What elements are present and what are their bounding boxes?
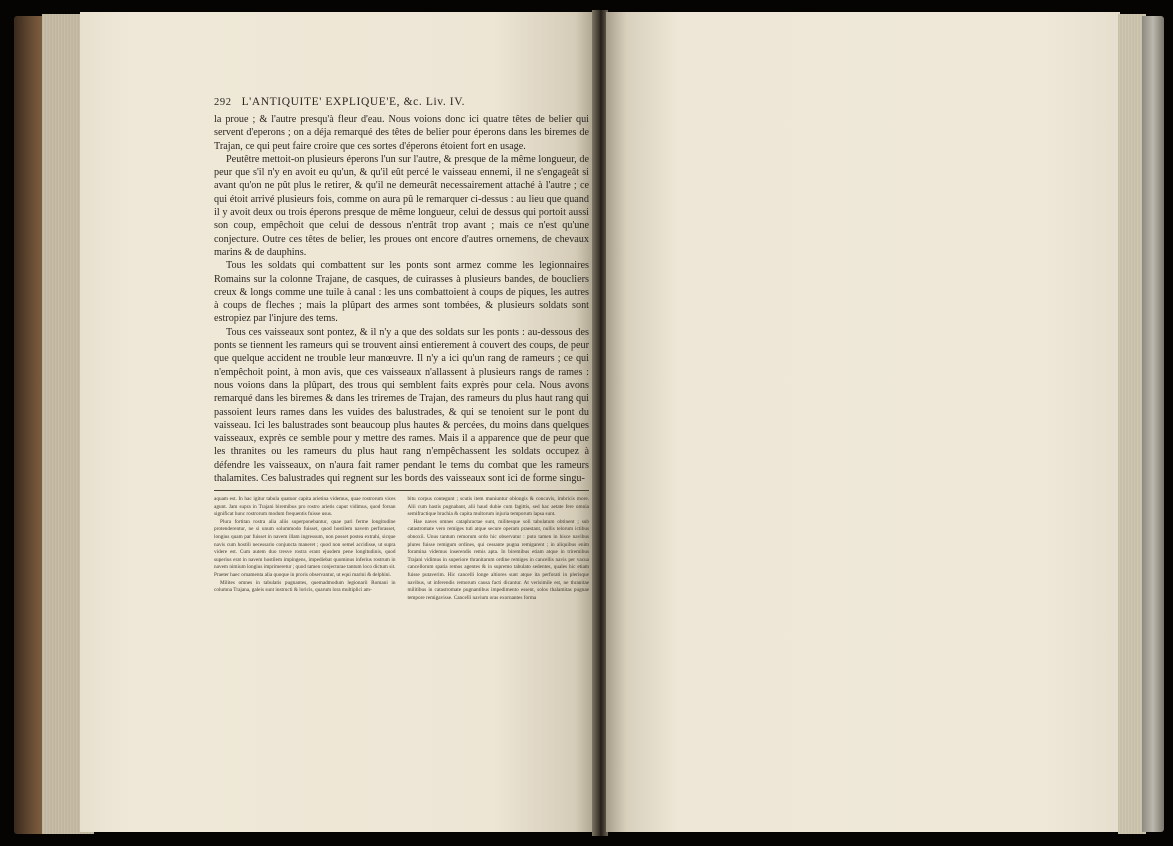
note-paragraph: Plura fortitan rostra alia aliis superponebantur, quae pari ferme longitudine protenderentur, ne si unum solummodo fuisset, quod hostilem navem perforasset, longius quam par fuisset in navem illam ingressum, non posset postea extrahi, sicque navis cum hostili necessario conjuncta maneret ; quod non semel accidisse, ut supra videre est. Cum autem duo tresve rostra erant ejusdem pene longitudinis, quod superius erat in navem hostilem impingens, impediebat quominus inferius rostrum in navem nimium longius imprimeretur ; quod tamen conjecturae tantum loco dictum sit. Praeter haec ornamenta alia quoque in proris observantur, ut equi marini & delphini. — [214, 518, 396, 578]
right-cover — [1142, 16, 1164, 832]
notes-column-right — [408, 496, 590, 602]
note-paragraph: bitu corpus contegunt ; scutis item muniuntur oblongis & concavis, imbricis more. Alii cum hastis pugnabant, alii haud dubie cum fagittis, sed hac aetate fere omnia semifractique brachia & capita multorum injuria temporum lapsa sunt. — [407, 496, 589, 518]
right-page-blank — [606, 12, 1120, 832]
left-page — [80, 12, 596, 832]
open-book — [14, 10, 1164, 836]
running-title: L'ANTIQUITE' EXPLIQUE'E, &c. Liv. IV. — [241, 96, 466, 108]
latin-notes — [214, 496, 589, 602]
notes-column-left — [214, 496, 396, 602]
french-main-text — [214, 113, 589, 485]
running-head — [214, 96, 589, 112]
paragraph: Tous les soldats qui combattent sur les ponts sont armez comme les legionnaires Romains sur la colonne Trajane, de casques, de cuirasses à plusieurs bandes, de boucliers creux & longs comme une tuile à canal : les uns combattoient à coups de piques, les autres à coups de fleches ; mais la plûpart des armes sont tombées, & plusieurs soldats sont estropiez par l'injure des tems. — [214, 260, 589, 325]
note-paragraph: aquam est. In hac igitur tabula quatuor capita arietina videmus, quae rostrorum vices agunt. Jam supra in Trajani biremibus pro rostro arietis caput vidimus, quod forsan significat hunc rostrorum modum frequentis fuisse usus. — [214, 496, 396, 518]
note-paragraph: Milites omnes in tabulatis pugnantes, quemadmodum legionarii Romani in columna Trajana, galeis sunt instructi & loricis, quarum lora multiplici am- — [214, 579, 396, 594]
main-text-block — [214, 96, 589, 485]
paragraph: Peutêtre mettoit-on plusieurs éperons l'un sur l'autre, & presque de la même longueur, de peur que s'il n'y en avoit eu qu'un, & qu'il eût percé le vaisseau ennemi, il ne s'engageât si avant qu'on ne pût plus le retirer, & qu'il ne demeurât necessairement attaché à l'autre ; ce qui étoit arrivé plusieurs fois, comme on aura pû le remarquer ci-dessus : au lieu que quand il y avoit deux ou trois éperons presque de même longueur, celui de dessus qui portoit aussi son coup, empêchoit que celui de dessous n'entrât trop avant ; mais ce n'est qu'une conjecture. Outre ces têtes de belier, les proues ont encore d'autres ornemens, de chevaux marins & de dauphins. — [214, 153, 589, 258]
paragraph: Tous ces vaisseaux sont pontez, & il n'y a que des soldats sur les ponts : au-dessous des ponts se tiennent les rameurs qui se trouvent ainsi entierement à couvert des coups, de peur que quelque accident ne trouble leur manœuvre. Il n'y a ici qu'un rang de rameurs ; ce qui n'empêchoit point, à mon avis, que ces vaisseaux n'allassent à plusieurs rangs de rames : nous voions dans la plûpart, des trous qui semblent faits exprès pour cela. Nous avons remarqué dans les biremes & dans les triremes de Trajan, des rameurs du plus haut rang qui passoient leurs rames dans les vuides des balustrades, & qui se tenoient sur le pont du vaisseau. Ici les balustrades sont beaucoup plus hautes & percées, du moins dans quelques vaisseaux, exprès ce semble pour y mettre des rames. Mais il a apparence que de peur que les thranites ou les rameurs du plus haut rang n'empêchassent les soldats occupez à défendre les vaisseaux, on n'aura fait ramer pendant le tems du combat que les rameurs thalamites. Ces balustrades qui regnent sur les bords des vaisseaux sont ici de forme singu- — [214, 326, 589, 485]
paragraph: la proue ; & l'autre presqu'à fleur d'eau. Nous voions donc ici quatre têtes de belier qui servent d'eperons ; on a déja remarqué des têtes de belier pour éperons dans les biremes de Trajan, ce qui peut faire croire que ces sortes d'éperons étoient fort en usage. — [214, 114, 589, 152]
footnote-rule — [214, 490, 589, 491]
page-number: 292 — [214, 97, 232, 108]
note-paragraph: Hae naves omnes cataphractae sunt, militesque soli tabulatum obtinent ; sub catastromate vero remiges tuti atque secure operam praestant, nullis telorum ictibus obnoxii. Unus tantum remorum ordo hic observatur : puto tamen in hisce navibus plures fuisse remigum ordines, qui cessante pugna remigarent ; in aliquibus enim foramina videmus inserendis remis apta. In biremibus etiam atque in triremibus Trajani vidimus in superiore thranitarum ordine remiges in cancellis navis per vacua cancellorum spatia remos agentes & in supremo tabulato sedentes, quales hic etiam fuisse putaverim. Hic cancelli longe altiores sunt atque ita perforati in plerisque navibus, ut inferendis remorum causa facti dicantur. At verisimile est, ne thranitae militibus in catastromate pugnantibus impedimento essent, solos thalamitas pugnae tempore remigavisse. Cancelli navium oras exornantes forma — [407, 518, 589, 601]
